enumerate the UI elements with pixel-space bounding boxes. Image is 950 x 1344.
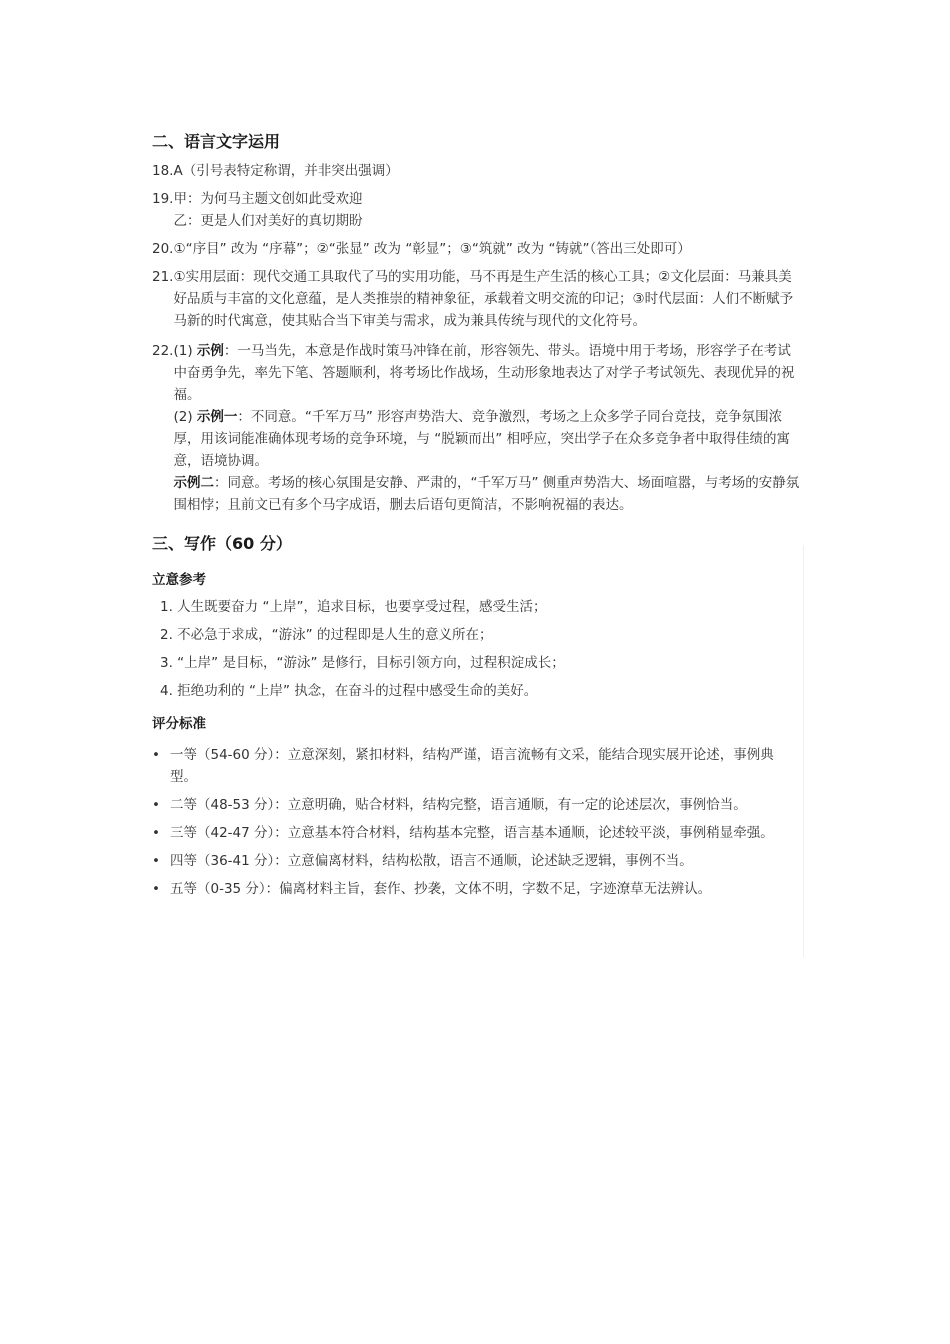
question-20 bbox=[152, 238, 800, 260]
idea-item: 3. “上岸” 是目标，“游泳” 是修行，目标引领方向，过程积淀成长； bbox=[160, 655, 565, 671]
q19-number: 19. bbox=[152, 191, 174, 207]
q22-part3-text: ：同意。考场的核心氛围是安静、严肃的，“千军万马” 侧重声势浩大、场面喧嚣，与考场的安静氛围相悖；且前文已有多个马字成语，删去后语句更简洁，不影响祝福的表达。 bbox=[173, 475, 800, 513]
grade-text: 二等（48-53 分）：立意明确，贴合材料，结构完整，语言通顺，有一定的论述层次，事例恰当。 bbox=[170, 797, 747, 813]
grade-text: 三等（42-47 分）：立意基本符合材料，结构基本完整，语言基本通顺，论述较平淡，事例稍显牵强。 bbox=[170, 825, 774, 841]
q22-part2-prefix: (2) bbox=[173, 409, 193, 425]
q22-part1 bbox=[173, 340, 800, 406]
question-21 bbox=[152, 266, 800, 332]
grade-text: 一等（54-60 分）：立意深刻，紧扣材料，结构严谨，语言流畅有文采，能结合现实展开论述，事例典型。 bbox=[170, 747, 774, 785]
bullet-icon: • bbox=[152, 881, 160, 897]
bullet-icon: • bbox=[152, 797, 160, 813]
right-divider-line bbox=[803, 545, 804, 957]
q21-number: 21. bbox=[152, 269, 174, 285]
section2-heading: 二、语言文字运用 bbox=[152, 132, 281, 151]
q22-part2 bbox=[173, 406, 800, 472]
q22-part3 bbox=[173, 472, 800, 516]
q22-part1-text: ：一马当先，本意是作战时策马冲锋在前，形容领先、带头。语境中用于考场，形容学子在考试中奋勇争先，率先下笔、答题顺利，将考场比作战场，生动形象地表达了对学子考试领先、表现优异的祝福。 bbox=[173, 343, 795, 403]
answer-content bbox=[152, 128, 800, 900]
q22-part2-label: 示例一 bbox=[196, 409, 238, 425]
q20-answer: ①“序目” 改为 “序幕”；②“张显” 改为 “彰显”；③“筑就” 改为 “铸就”（答出三处即可） bbox=[173, 241, 691, 257]
grading-list bbox=[152, 744, 800, 900]
q22-part1-label: 示例 bbox=[196, 343, 224, 359]
q20-number: 20. bbox=[152, 241, 174, 257]
q22-number: 22. bbox=[152, 343, 174, 359]
question-19 bbox=[152, 188, 800, 232]
q22-part1-prefix: (1) bbox=[173, 343, 193, 359]
idea-list bbox=[152, 596, 800, 708]
grade-item bbox=[152, 878, 800, 900]
grade-text: 四等（36-41 分）：立意偏离材料，结构松散，语言不通顺，论述缺乏逻辑，事例不当。 bbox=[170, 853, 693, 869]
q18-answer: A（引号表特定称谓，并非突出强调） bbox=[173, 163, 399, 179]
q19-answer-yi: 乙：更是人们对美好的真切期盼 bbox=[173, 213, 363, 229]
bullet-icon: • bbox=[152, 747, 160, 763]
q22-part2-text: ：不同意。“千军万马” 形容声势浩大、竞争激烈，考场之上众多学子同台竞技，竞争氛围浓厚，用该词能准确体现考场的竞争环境，与 “脱颖而出” 相呼应，突出学子在众多竞争者中取得佳绩的寓意，语境协调。 bbox=[173, 409, 791, 469]
q22-part3-label: 示例二 bbox=[173, 475, 214, 491]
q21-answer: ①实用层面：现代交通工具取代了马的实用功能，马不再是生产生活的核心工具；②文化层面：马兼具美好品质与丰富的文化意蕴，是人类推崇的精神象征，承载着文明交流的印记；③时代层面：人们不断赋予马新的时代寓意，使其贴合当下审美与需求，成为兼具传统与现代的文化符号。 bbox=[173, 269, 794, 329]
idea-item: 4. 拒绝功利的 “上岸” 执念，在奋斗的过程中感受生命的美好。 bbox=[160, 683, 538, 699]
bullet-icon: • bbox=[152, 825, 160, 841]
section3-heading: 三、写作（60 分） bbox=[152, 534, 292, 553]
idea-heading: 立意参考 bbox=[152, 572, 206, 588]
grade-item bbox=[152, 822, 800, 844]
grade-item bbox=[152, 744, 800, 788]
question-18 bbox=[152, 160, 800, 182]
idea-item: 2. 不必急于求成，“游泳” 的过程即是人生的意义所在； bbox=[160, 627, 493, 643]
grade-text: 五等（0-35 分）：偏离材料主旨，套作、抄袭，文体不明，字数不足，字迹潦草无法辨认。 bbox=[170, 881, 712, 897]
question-22 bbox=[152, 340, 800, 516]
grading-heading: 评分标准 bbox=[152, 716, 206, 732]
q19-answer-jia: 甲：为何马主题文创如此受欢迎 bbox=[173, 191, 363, 207]
bullet-icon: • bbox=[152, 853, 160, 869]
grade-item bbox=[152, 794, 800, 816]
grade-item bbox=[152, 850, 800, 872]
idea-item: 1. 人生既要奋力 “上岸”，追求目标，也要享受过程，感受生活； bbox=[160, 599, 547, 615]
q18-number: 18. bbox=[152, 163, 174, 179]
